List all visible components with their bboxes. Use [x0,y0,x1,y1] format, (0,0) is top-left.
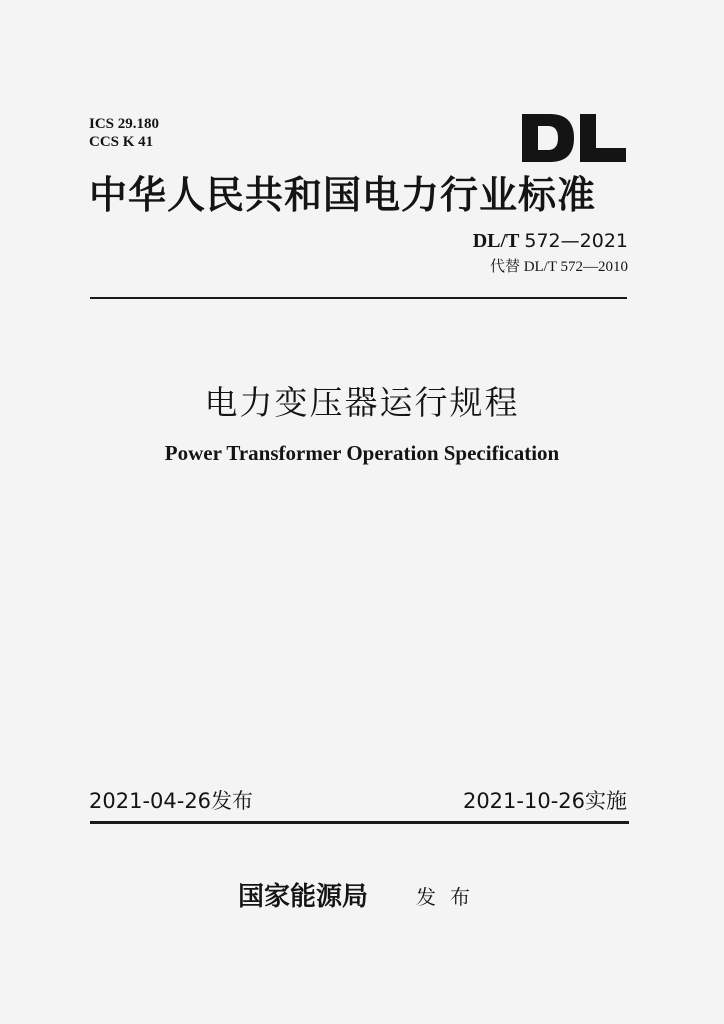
standard-code [473,229,628,253]
document-title-en: Power Transformer Operation Specification [164,441,560,465]
dl-logo [520,112,628,164]
standard-code-prefix: DL/T [472,230,520,252]
standard-category-title: 中华人民共和国电力行业标准 [89,175,597,217]
document-title-cn: 电力变压器运行规程 [204,383,520,422]
publisher-name: 国家能源局 [238,882,369,911]
bottom-divider [90,821,629,824]
publish-label: 发布 [416,887,484,909]
standard-code-number: 572—2021 [524,230,628,252]
implementation-date: 2021-10-26实施 [462,789,627,813]
ics-code: ICS 29.180 [89,116,160,132]
top-divider [90,297,627,299]
issue-date: 2021-04-26发布 [89,789,254,813]
ccs-code: CCS K 41 [89,134,154,150]
replaces-note: 代替 DL/T 572—2010 [489,259,628,275]
